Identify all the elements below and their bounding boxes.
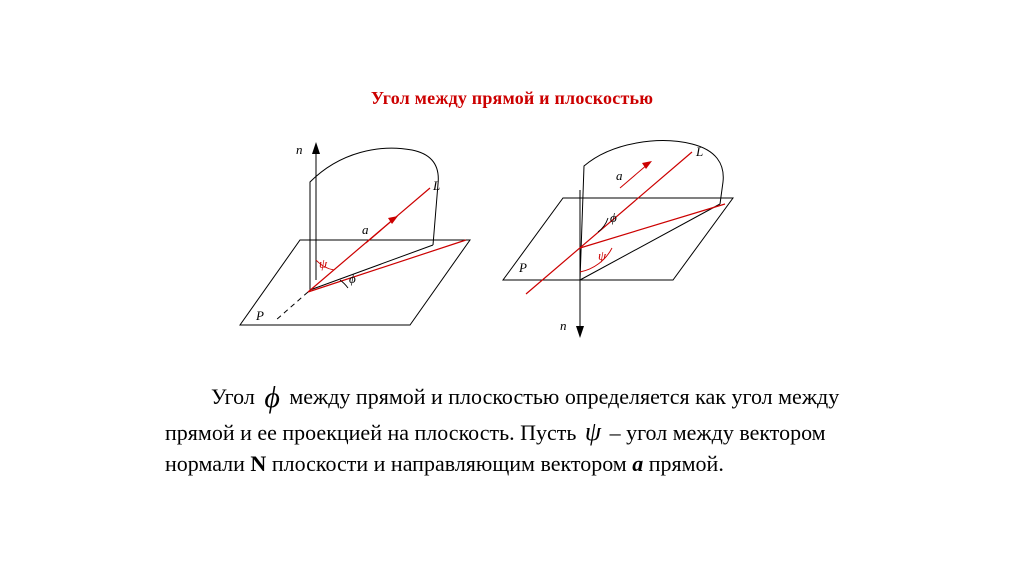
body-line4-a: и направляющим вектором — [373, 451, 627, 477]
angle-psi-label-left: ψ — [319, 256, 328, 271]
vertical-surface-left-bottom — [310, 245, 433, 290]
psi-symbol-inline: ψ — [584, 416, 602, 446]
line-label-right: L — [696, 144, 704, 159]
phi-symbol-inline: ϕ — [264, 381, 280, 414]
line-L-left-dashed — [276, 292, 308, 320]
angle-phi-label-right: ϕ — [610, 210, 617, 225]
angle-psi-arc-right — [580, 248, 612, 272]
direction-label-left: a⃗ — [362, 222, 379, 237]
normal-symbol-inline: N — [250, 451, 267, 477]
normal-arrowhead-left — [312, 142, 320, 154]
angle-psi-label-right: ψ — [598, 248, 607, 263]
vector-symbol-inline: a — [632, 451, 644, 477]
figures-container — [180, 130, 880, 360]
line-label-left: L — [433, 178, 441, 193]
normal-label-left: n⃗ — [296, 142, 313, 157]
angle-phi-arc-left — [340, 280, 348, 288]
body-line2: как угол между прямой и ее проекцией на плоскость. — [165, 384, 840, 445]
body-line3-c: плоскости — [271, 451, 369, 477]
plane-label-left: P — [256, 308, 264, 323]
body-paragraph — [165, 375, 865, 479]
body-line3-b: – угол между вектором нормали — [165, 419, 826, 477]
body-line1-a: Угол — [211, 384, 255, 409]
body-text — [165, 375, 865, 479]
projection-left — [308, 240, 466, 292]
body-line4-b: прямой. — [648, 451, 724, 477]
body-line1-b: между прямой и плоскостью определяется — [289, 384, 690, 409]
figure-right — [503, 141, 733, 338]
normal-arrowhead-right — [576, 326, 584, 338]
figure-left — [240, 142, 470, 325]
plane-label-right: P — [519, 260, 527, 275]
projection-right — [580, 204, 725, 248]
direction-label-right: a⃗ — [616, 168, 633, 183]
plane-right — [503, 198, 733, 280]
page-title: Угол между прямой и плоскостью — [370, 88, 654, 108]
line-L-right — [526, 152, 692, 294]
angle-phi-label-left: ϕ — [349, 271, 356, 286]
normal-label-right: n⃗ — [560, 318, 577, 333]
body-line3-a: Пусть — [520, 419, 577, 445]
